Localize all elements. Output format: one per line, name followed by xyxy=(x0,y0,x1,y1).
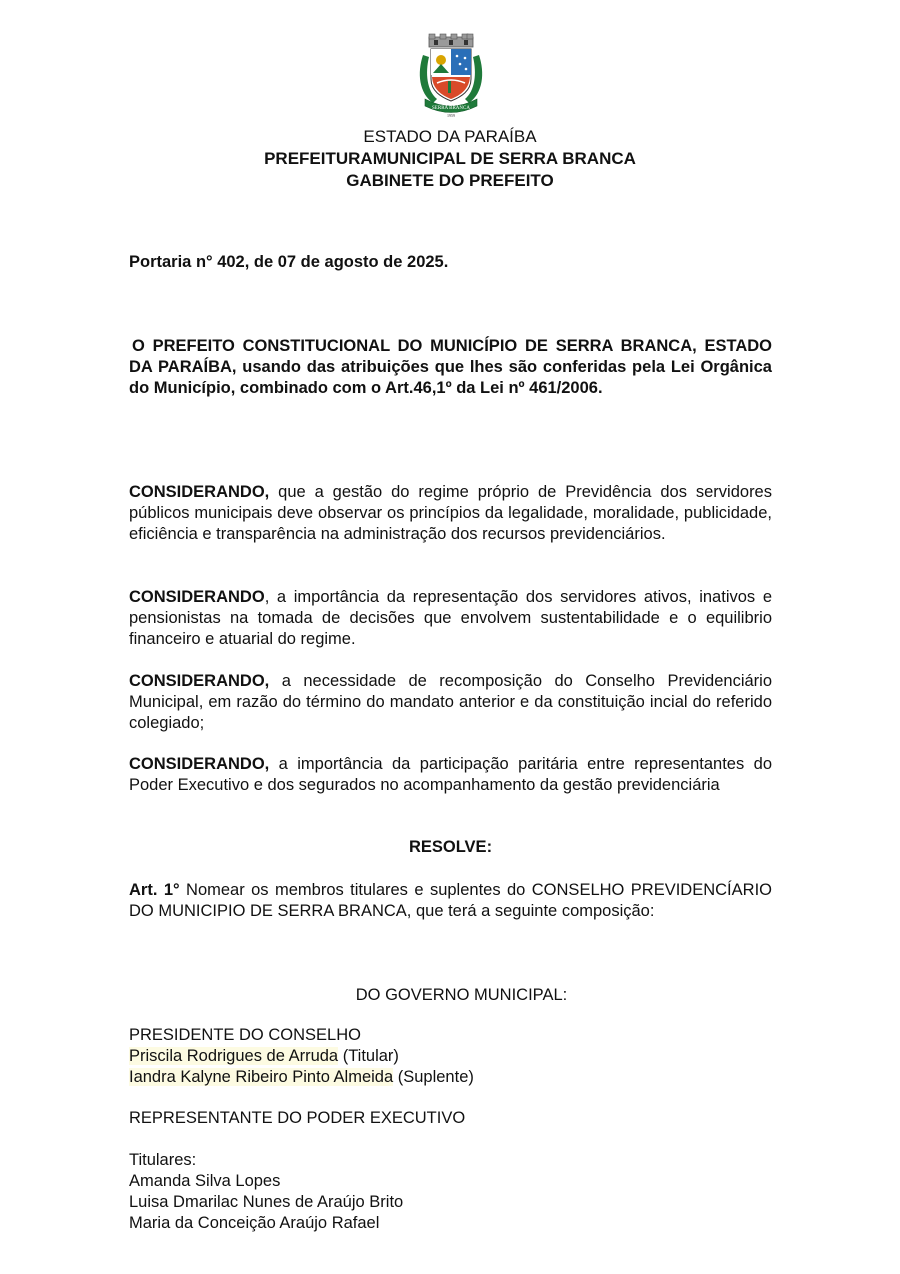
preamble-paragraph: O PREFEITO CONSTITUCIONAL DO MUNICÍPIO DE SERRA BRANCA, ESTADO DA PARAÍBA, usando das atribuições que lhes são conferidas pela Lei Orgânica do Município, combinado com o Art.46,1º da Lei nº 461/2006. xyxy=(129,337,772,397)
considerando-text: , a importância da representação dos servidores ativos, inativos e pensionistas na tomada de decisões que envolvem sustentabilidade e o equilibrio financeiro e atuarial do regime. xyxy=(129,588,772,648)
considerando-label: CONSIDERANDO, xyxy=(129,755,270,773)
titulares-label: Titulares: xyxy=(129,1151,197,1169)
titular-name: Amanda Silva Lopes xyxy=(129,1172,281,1190)
presidente-heading: PRESIDENTE DO CONSELHO xyxy=(129,1026,361,1044)
header-prefeitura: PREFEITURAMUNICIPAL DE SERRA BRANCA xyxy=(264,149,636,168)
considerando-label: CONSIDERANDO, xyxy=(129,672,270,690)
crest-year: 1959 xyxy=(447,113,455,118)
highlighted-name: Priscila Rodrigues de Arruda xyxy=(129,1047,339,1065)
considerando-paragraph-3 xyxy=(129,671,772,734)
article-label: Art. 1° xyxy=(129,881,180,899)
considerando-paragraph-4 xyxy=(129,754,772,796)
municipal-crest-icon xyxy=(415,33,487,119)
article-1-paragraph xyxy=(129,880,772,922)
governo-heading: DO GOVERNO MUNICIPAL: xyxy=(355,986,568,1004)
considerando-label: CONSIDERANDO, xyxy=(129,483,270,501)
role-label: (Titular) xyxy=(338,1047,399,1065)
considerando-text: a importância da participação paritária entre representantes do Poder Executivo e dos segurados no acompanhamento da gestão previdenciária xyxy=(129,755,772,794)
titular-name: Luisa Dmarilac Nunes de Araújo Brito xyxy=(129,1193,404,1211)
presidente-section xyxy=(129,1025,772,1088)
header-state: ESTADO DA PARAÍBA xyxy=(363,127,537,146)
executivo-heading: REPRESENTANTE DO PODER EXECUTIVO xyxy=(129,1109,466,1127)
titular-name: Maria da Conceição Araújo Rafael xyxy=(129,1214,380,1232)
presidente-suplente xyxy=(129,1067,772,1088)
considerando-label: CONSIDERANDO xyxy=(129,588,265,606)
document-header xyxy=(0,126,900,192)
considerando-text: que a gestão do regime próprio de Previdência dos servidores públicos municipais deve observar os princípios da legalidade, moralidade, publicidade, eficiência e transparência na administração dos recursos previdenciários. xyxy=(129,483,772,543)
article-text: Nomear os membros titulares e suplentes do CONSELHO PREVIDENCÍARIO DO MUNICIPIO DE SERRA BRANCA, que terá a seguinte composição: xyxy=(129,881,772,920)
presidente-titular xyxy=(129,1046,772,1067)
executivo-titulares xyxy=(129,1150,772,1234)
resolve-heading: RESOLVE: xyxy=(408,838,493,856)
header-gabinete: GABINETE DO PREFEITO xyxy=(346,171,554,190)
portaria-title: Portaria n° 402, de 07 de agosto de 2025. xyxy=(129,253,449,271)
considerando-text: a necessidade de recomposição do Conselho Previdenciário Municipal, em razão do término do mandato anterior e da constituição incial do referido colegiado; xyxy=(129,672,772,732)
considerando-paragraph-1 xyxy=(129,482,772,545)
considerando-paragraph-2 xyxy=(129,587,772,650)
role-label: (Suplente) xyxy=(393,1068,474,1086)
highlighted-name: Iandra Kalyne Ribeiro Pinto Almeida xyxy=(129,1068,394,1086)
crest-ribbon-text: SERRA BRANCA xyxy=(432,106,470,111)
